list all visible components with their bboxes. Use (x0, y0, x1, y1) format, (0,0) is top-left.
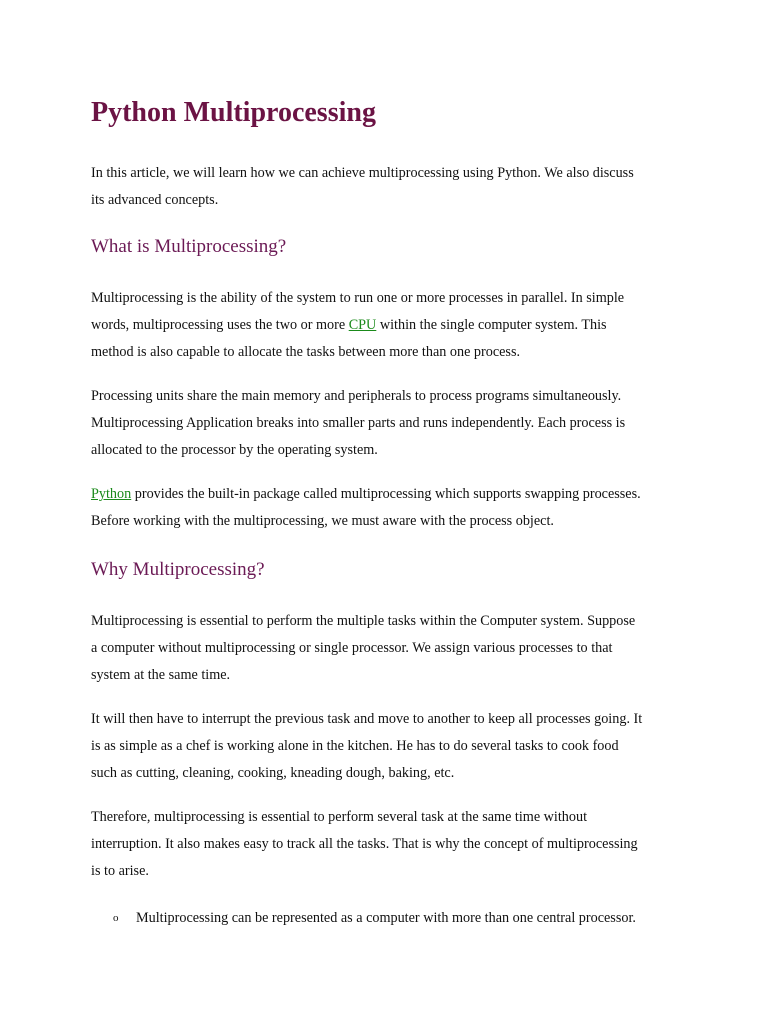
what-is-p3-line-1 (91, 481, 681, 508)
why-paragraph-1 (91, 608, 681, 689)
what-is-p2-line-3: allocated to the processor by the operating system. (91, 442, 378, 458)
what-is-p1-line-2 (91, 312, 681, 339)
what-is-p2-line-2: Multiprocessing Application breaks into smaller parts and runs independently. Each process is (91, 415, 626, 431)
section-heading-why: Why Multiprocessing? (91, 559, 265, 580)
why-p2-line-2: is as simple as a chef is working alone in the kitchen. He has to do several tasks to cook food (91, 738, 619, 754)
intro-paragraph (91, 160, 681, 214)
bullet-marker: o (113, 912, 119, 924)
why-p2-line-3: such as cutting, cleaning, cooking, kneading dough, baking, etc. (91, 765, 455, 781)
intro-line-2: its advanced concepts. (91, 192, 219, 208)
why-paragraph-2 (91, 706, 681, 787)
why-p3-line-1: Therefore, multiprocessing is essential to perform several task at the same time without (91, 809, 588, 825)
bullet-text: Multiprocessing can be represented as a computer with more than one central processor. (136, 910, 636, 926)
what-is-p1-line-1: Multiprocessing is the ability of the system to run one or more processes in parallel. In simple (91, 290, 625, 306)
why-p1-line-2: a computer without multiprocessing or single processor. We assign various processes to that (91, 640, 613, 656)
what-is-paragraph-1 (91, 285, 681, 366)
section-heading-what-is: What is Multiprocessing? (91, 236, 287, 257)
why-p3-line-3: is to arise. (91, 863, 149, 879)
what-is-p3-line-1-post: provides the built-in package called multiprocessing which supports swapping processes. (131, 486, 641, 502)
why-paragraph-3 (91, 804, 681, 885)
cpu-link[interactable]: CPU (348, 317, 377, 333)
why-p2-line-1: It will then have to interrupt the previous task and move to another to keep all processes going. It (91, 711, 643, 727)
what-is-p1-line-2-post: within the single computer system. This (376, 317, 607, 333)
what-is-p2-line-1: Processing units share the main memory and peripherals to process programs simultaneously. (91, 388, 622, 404)
intro-line-1: In this article, we will learn how we can achieve multiprocessing using Python. We also discuss (91, 165, 634, 181)
what-is-p1-line-3: method is also capable to allocate the tasks between more than one process. (91, 344, 521, 360)
why-p1-line-3: system at the same time. (91, 667, 231, 683)
what-is-p1-line-2-pre: words, multiprocessing uses the two or more (91, 317, 349, 333)
what-is-paragraph-2 (91, 383, 681, 464)
what-is-p3-line-2: Before working with the multiprocessing, we must aware with the process object. (91, 513, 554, 529)
page-title: Python Multiprocessing (91, 97, 376, 128)
what-is-paragraph-3 (91, 481, 681, 535)
why-p3-line-2: interruption. It also makes easy to track all the tasks. That is why the concept of multiprocessing (91, 836, 638, 852)
python-link[interactable]: Python (91, 486, 132, 502)
why-p1-line-1: Multiprocessing is essential to perform the multiple tasks within the Computer system. Suppose (91, 613, 636, 629)
